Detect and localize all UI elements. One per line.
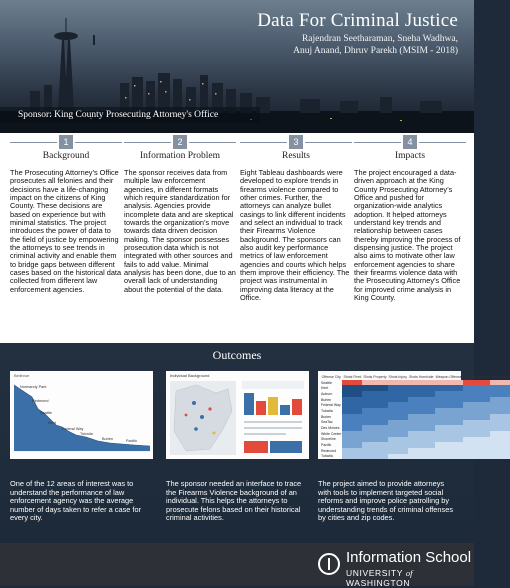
outcomes-section <box>0 343 509 543</box>
offense-heatmap-table-thumbnail <box>318 371 509 459</box>
city-cell: Burien <box>321 414 332 419</box>
column-header: Shots Injury <box>388 374 407 379</box>
city-cell: Pacific <box>321 443 332 448</box>
chart-annotation: Seattle <box>40 411 52 415</box>
heat-cell <box>463 454 490 460</box>
info-section <box>0 133 474 343</box>
ischool-logo-icon <box>318 553 340 575</box>
divider <box>124 142 171 143</box>
chart-annotation: Pacific <box>126 439 138 443</box>
divider <box>305 142 352 143</box>
city-cell: Auburn <box>321 391 333 396</box>
divider <box>354 142 401 143</box>
section-text: The Prosecuting Attorney’s Office prosecutes all felonies and their decisions have a life-changing impact on the citizens of King County. These decisions are based on experience but with minimal statistics. The project introduces the power of data to the field of justice by empowering the attorneys to see trends in criminal activity and enable them to bridge gaps between different cases based on the historical data collected from different law enforcement agencies. <box>10 168 122 294</box>
section-text: The sponsor receives data from multiple law enforcement agencies, in different formats which require standardization for analysis. Agencies provide incomplete data and are skeptical towards the organization’s move towards data driven decision making. The sponsor possesses prosecution data which is not integrated with other sources and fails to add value. Minimal analysis has been done, due to an overall lack of understanding about the potential of the data. <box>124 168 236 294</box>
table-header-row <box>320 374 510 380</box>
column-header: Shots Homicide <box>408 374 434 379</box>
authors-line-1: Rajendran Seetharaman, Sneha Wadhwa, <box>301 34 458 44</box>
sponsor-label: Sponsor: King County Prosecuting Attorney's Office <box>0 107 260 123</box>
section-heading: Background <box>42 151 90 161</box>
dashboard-title: Individual Background <box>170 373 210 378</box>
column-header: Shots Property <box>363 374 387 379</box>
dashboard-graphic <box>166 371 309 459</box>
outcomes-title: Outcomes <box>212 348 262 362</box>
heat-cell <box>435 454 463 460</box>
city-cell: Burien <box>321 397 332 402</box>
city-cell: Kent <box>321 386 329 391</box>
chart-annotation: Tukwila <box>80 432 93 436</box>
chart-annotation: Burien <box>102 437 113 441</box>
city-cell: Tukwila <box>321 454 333 459</box>
heat-cell <box>490 454 510 460</box>
heat-cell <box>408 454 435 460</box>
heat-cell <box>388 454 408 460</box>
chart-annotation: Kent <box>48 421 56 425</box>
city-cell: Redmond <box>321 448 337 453</box>
section-heading: Results <box>282 151 310 161</box>
school-name: Information School <box>346 549 472 566</box>
column-header: Shots Fired <box>343 374 362 379</box>
section-number: 4 <box>403 135 417 149</box>
individual-background-dashboard-thumbnail <box>166 371 309 459</box>
poster-title: Data For Criminal Justice <box>257 10 458 31</box>
university-name <box>346 568 474 588</box>
section-text: Eight Tableau dashboards were developed to explore trends in firearms violence compared to other crimes. Further, the attorneys can analyze bullet casings to link different incidents and select an individual to track their Firearms Violence background. The sponsors can also audit key performance metrics of law enforcement agencies and courts which helps them improve their efficiency. The project was instrumental in improving data literacy at the Office. <box>240 168 350 303</box>
university-suffix: WASHINGTON <box>346 578 411 588</box>
hero-banner <box>0 0 474 133</box>
chart-label: Bellevue <box>14 373 30 378</box>
chart-annotation: Federal Way <box>62 427 84 431</box>
footer <box>0 543 474 586</box>
city-cell: Seattle <box>321 380 332 385</box>
university-of: of <box>405 568 413 578</box>
city-cell: Des Moines <box>321 426 340 431</box>
outcome-caption-2: The sponsor needed an interface to trace the Firearms Violence background of an individual. This helps the attorneys to prosecute felons based on their historical criminal activities. <box>166 479 302 522</box>
column-header: Weapon Offense <box>435 374 462 379</box>
city-cell: Tukwila <box>321 408 333 413</box>
section-number: 1 <box>59 135 73 149</box>
section-number: 3 <box>289 135 303 149</box>
column-header: Found Cartridge <box>463 374 489 379</box>
heatmap-body <box>320 380 510 460</box>
divider <box>240 142 287 143</box>
section-heading: Information Problem <box>140 151 220 161</box>
table-row <box>320 454 510 460</box>
section-number: 2 <box>173 135 187 149</box>
section-text: The project encouraged a data-driven approach at the King County Prosecuting Attorney’s Office and pushed for organization-wide analytics adoption. It helped attorneys understand key trends and relationship between cases thereby improving the process of dispensing justice. The project also aims to motivate other law enforcement agencies to share their firearms violence data with the Prosecuting Attorney’s Office for improved crime analysis in King County. <box>354 168 461 303</box>
divider <box>419 142 466 143</box>
column-header: Offense City <box>321 374 341 379</box>
outcome-caption-3: The project aimed to provide attorneys with tools to implement targeted social reforms and improve police patrolling by understanding trends of criminal offenses by cities and zip codes. <box>318 479 454 522</box>
outcome-caption-1: One of the 12 areas of interest was to understand the performance of law enforcement agency was the average number of days taken to refer a case for every city. <box>10 479 142 522</box>
divider <box>10 142 57 143</box>
column-header: Total Count <box>490 374 509 379</box>
referral-days-chart-thumbnail <box>10 371 153 459</box>
heat-cell <box>342 454 362 460</box>
heatmap-table <box>320 374 510 459</box>
authors-line-2: Anuj Anand, Dhruv Parekh (MSIM - 2018) <box>293 46 458 56</box>
divider <box>75 142 122 143</box>
heat-cell <box>362 454 387 460</box>
chart-annotation: Normandy Park <box>20 385 47 389</box>
city-cell: SeaTac <box>321 420 333 425</box>
section-heading: Impacts <box>394 151 426 161</box>
space-needle-icon <box>52 18 80 110</box>
divider <box>189 142 236 143</box>
city-cell: Shoreline <box>321 437 336 442</box>
university-prefix: UNIVERSITY <box>346 568 406 578</box>
city-cell: Federal Way <box>321 403 341 408</box>
city-cell: White Center <box>321 431 342 436</box>
authors <box>198 33 458 57</box>
chart-annotation: Redmond <box>32 399 49 403</box>
